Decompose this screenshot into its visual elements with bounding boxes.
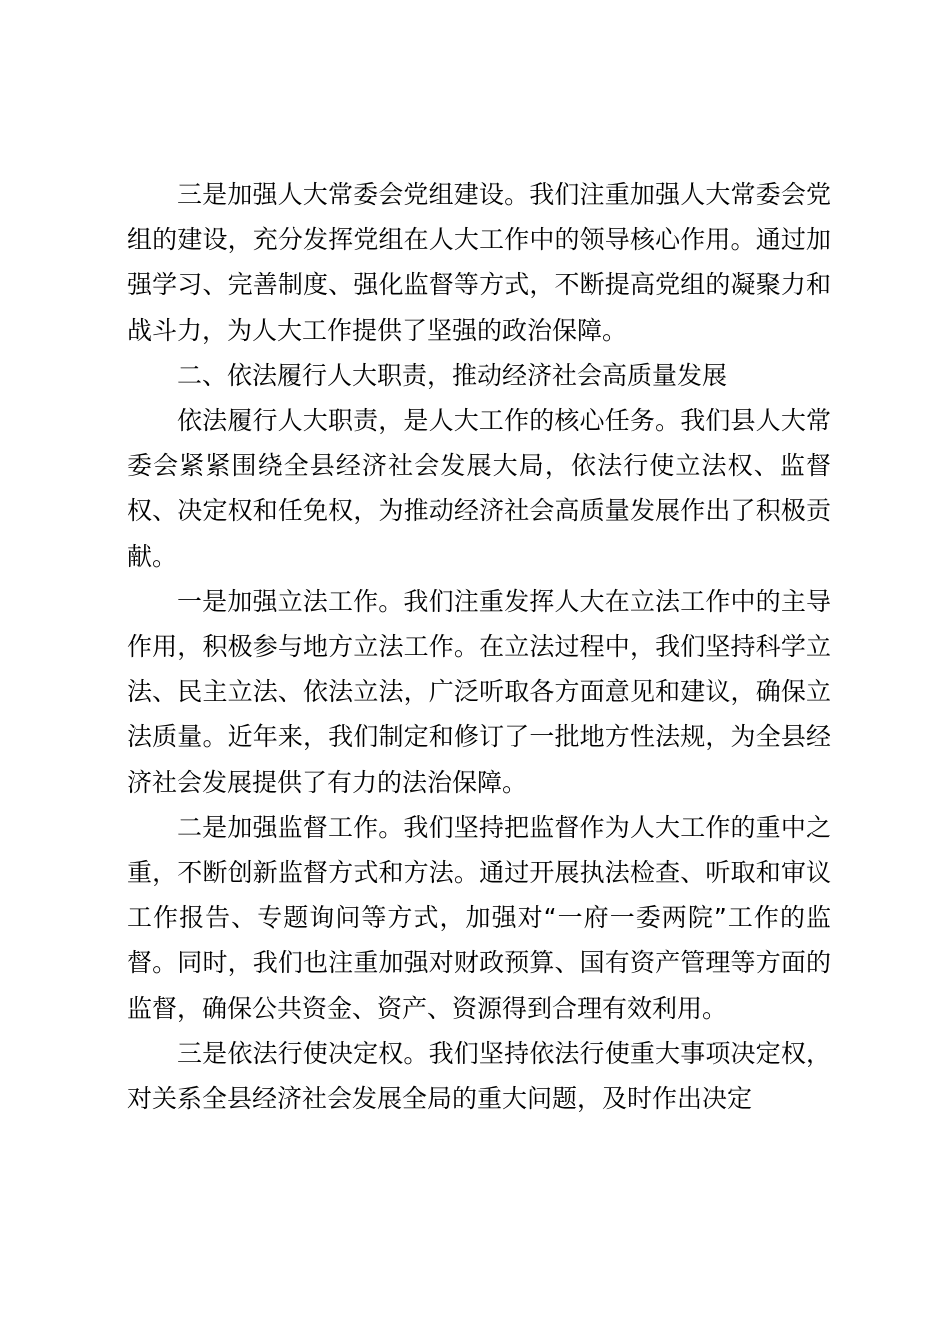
- paragraph-legislation: 一是加强立法工作。我们注重发挥人大在立法工作中的主导作用，积极参与地方立法工作。在立法过程中，我们坚持科学立法、民主立法、依法立法，广泛听取各方面意见和建议，确保立法质量。近年来，我们制定和修订了一批地方性法规，为全县经济社会发展提供了有力的法治保障。: [127, 586, 831, 797]
- document-body: [127, 172, 831, 1121]
- paragraph-duties-intro: 依法履行人大职责，是人大工作的核心任务。我们县人大常委会紧紧围绕全县经济社会发展大局，依法行使立法权、监督权、决定权和任免权，为推动经济社会高质量发展作出了积极贡献。: [127, 406, 831, 571]
- section-heading: 二、依法履行人大职责，推动经济社会高质量发展: [177, 360, 728, 390]
- paragraph-decision-power: 三是依法行使决定权。我们坚持依法行使重大事项决定权，对关系全县经济社会发展全局的重大问题，及时作出决定: [127, 1038, 831, 1114]
- paragraph-supervision: 二是加强监督工作。我们坚持把监督作为人大工作的重中之重，不断创新监督方式和方法。通过开展执法检查、听取和审议工作报告、专题询问等方式，加强对“一府一委两院”工作的监督。同时，我们也注重加强对财政预算、国有资产管理等方面的监督，确保公共资金、资产、资源得到合理有效利用。: [127, 812, 831, 1023]
- paragraph-party-group: 三是加强人大常委会党组建设。我们注重加强人大常委会党组的建设，充分发挥党组在人大工作中的领导核心作用。通过加强学习、完善制度、强化监督等方式，不断提高党组的凝聚力和战斗力，为人大工作提供了坚强的政治保障。: [127, 180, 831, 345]
